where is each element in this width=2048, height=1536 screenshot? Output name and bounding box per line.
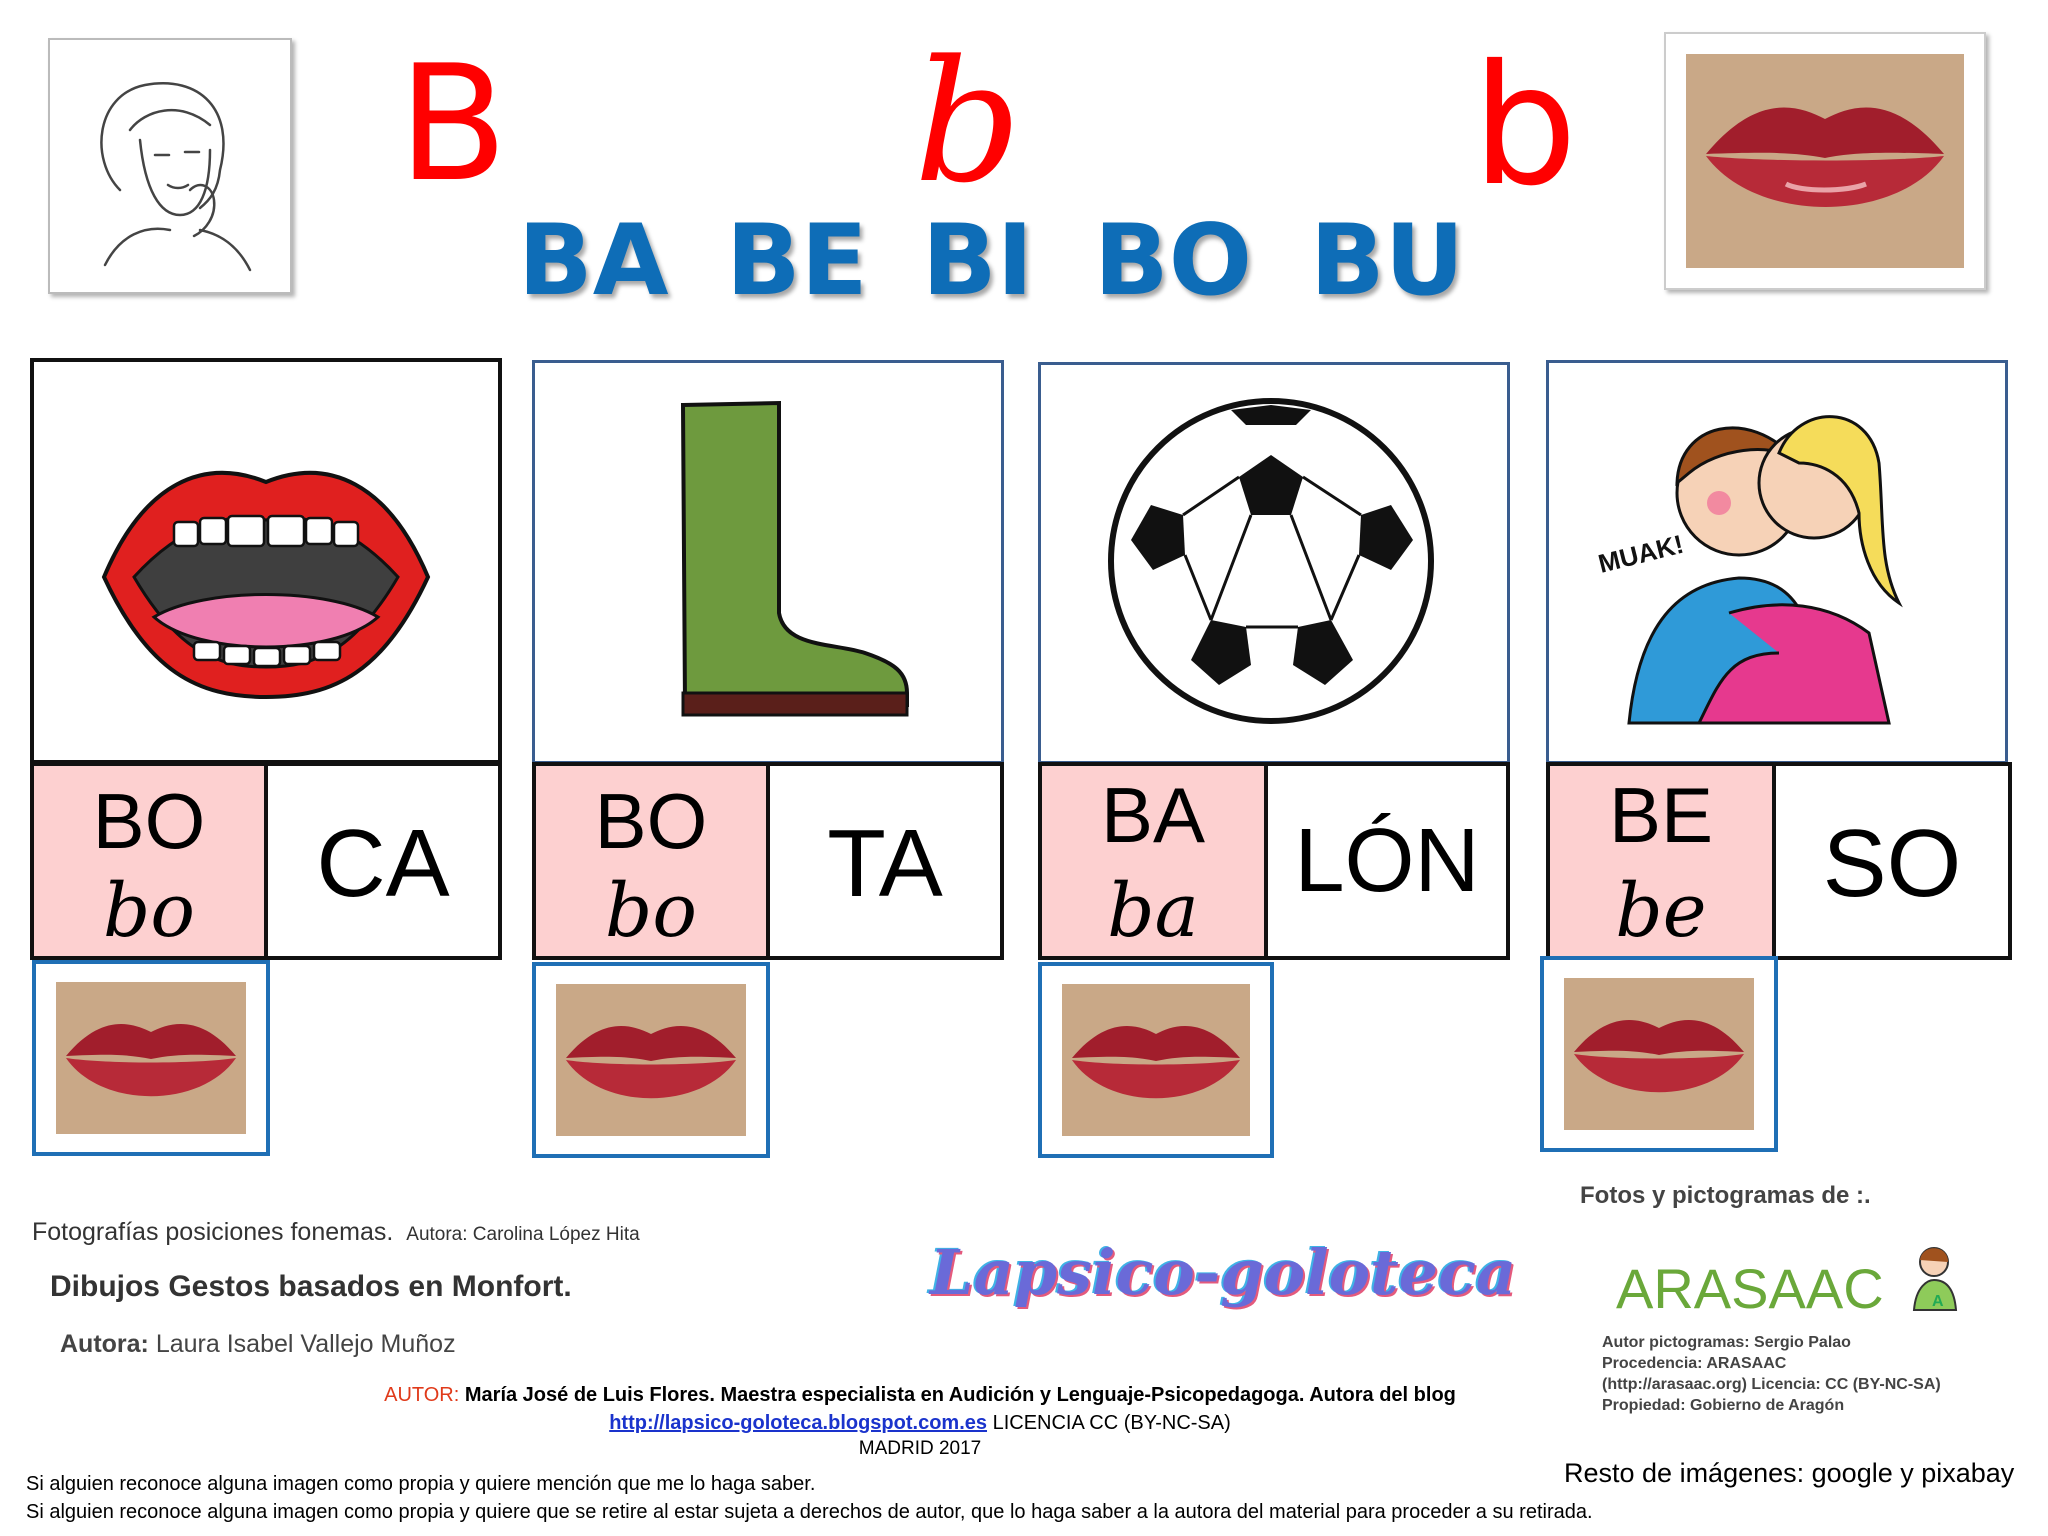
place-date: MADRID 2017 — [858, 1438, 982, 1459]
open-mouth-icon — [34, 362, 498, 760]
arasaac-detail-line: Procedencia: ARASAAC — [1602, 1355, 1787, 1372]
card-picture — [1546, 360, 2008, 764]
card-picture — [532, 360, 1004, 764]
word-ending: CA — [316, 810, 450, 917]
lips-photo-box — [1038, 962, 1274, 1158]
letter-lower: b — [1472, 30, 1578, 223]
blog-logo: Lapsico-goloteca — [930, 1236, 1517, 1309]
syllable-lower: ba — [1107, 868, 1199, 954]
gestures-author — [60, 1330, 456, 1359]
syllable-box — [532, 762, 770, 960]
author-text: María José de Luis Flores. Maestra especialista en Audición y Lenguaje-Psicopedagoga. Autora del blog — [464, 1384, 1456, 1406]
lips-photo-box — [1540, 956, 1778, 1152]
syllable-lower: be — [1615, 868, 1707, 954]
lips-icon — [1666, 34, 1984, 288]
arasaac-logo: ARASAAC — [1616, 1257, 1884, 1320]
arasaac-detail-line: Propiedad: Gobierno de Aragón — [1602, 1397, 1845, 1414]
arasaac-detail-line: (http://arasaac.org) Licencia: CC (BY-NC-SA) — [1602, 1376, 1941, 1393]
boot-icon — [535, 363, 1001, 761]
gestures-credit: Dibujos Gestos basados en Monfort. — [50, 1270, 572, 1303]
author-line — [0, 1384, 1840, 1407]
syllable-upper: BA — [1100, 771, 1206, 859]
syllable-bo: BO — [1094, 204, 1253, 318]
syllable-ba: BA — [518, 204, 669, 318]
gestures-author-label: Autora: — [60, 1330, 149, 1358]
lips-icon — [536, 966, 766, 1154]
gestures-author-name: Laura Isabel Vallejo Muñoz — [155, 1330, 456, 1358]
word-ending: LÓN — [1294, 811, 1480, 911]
photos-credit-line: Fotografías posiciones fonemas. — [32, 1218, 394, 1246]
syllable-box — [1038, 762, 1268, 960]
word-ending-box — [1772, 762, 2012, 960]
word-ending-box — [766, 762, 1004, 960]
syllable-lower: bo — [103, 868, 195, 954]
letter-upper: B — [398, 30, 508, 217]
syllable-upper: BO — [594, 777, 708, 865]
letter-cursive: b — [914, 24, 1022, 220]
lips-photo-box — [32, 960, 270, 1156]
svg-text:A: A — [1932, 1293, 1944, 1310]
word-ending: SO — [1822, 810, 1962, 917]
syllable-bu: BU — [1310, 204, 1465, 318]
pictos-title: Fotos y pictogramas de :. — [1580, 1182, 1871, 1209]
kiss-label: MUAK! — [1595, 528, 1687, 579]
notice-removal: Si alguien reconoce alguna imagen como propia y quiere que se retire al estar sujeta a derechos de autor, que lo haga saber a la autora del material para proceder a su retirada. — [26, 1501, 1593, 1523]
arasaac-mascot-icon — [1886, 1240, 1970, 1319]
kiss-icon — [1549, 363, 2005, 761]
word-ending-box — [1264, 762, 1510, 960]
lips-photo — [1664, 32, 1986, 290]
blog-line — [0, 1412, 1840, 1435]
word-ending-box — [264, 762, 502, 960]
license-text: LICENCIA CC (BY-NC-SA) — [992, 1412, 1231, 1434]
syllable-box — [30, 762, 268, 960]
syllable-box — [1546, 762, 1776, 960]
photos-credit-author: Autora: Carolina López Hita — [406, 1224, 640, 1245]
card-picture — [1038, 362, 1510, 764]
author-label: AUTOR: — [384, 1384, 460, 1406]
syllable-upper: BE — [1608, 771, 1714, 859]
lips-photo-box — [532, 962, 770, 1158]
syllable-upper: BO — [92, 777, 206, 865]
card-picture — [30, 358, 502, 764]
lips-icon — [1042, 966, 1270, 1154]
girl-touching-lips-icon — [50, 40, 290, 292]
lips-icon — [36, 964, 266, 1152]
soccer-ball-icon — [1041, 365, 1507, 761]
photos-credit — [32, 1218, 640, 1247]
syllable-be: BE — [726, 204, 868, 318]
blog-link[interactable]: http://lapsico-goloteca.blogspot.com.es — [609, 1412, 988, 1434]
arasaac-detail-line: Autor pictogramas: Sergio Palao — [1602, 1334, 1851, 1351]
notice-mention: Si alguien reconoce alguna imagen como propia y quiere mención que me lo haga saber. — [26, 1473, 816, 1495]
lips-icon — [1544, 960, 1774, 1148]
gesture-picture — [48, 38, 292, 294]
rest-images-credit: Resto de imágenes: google y pixabay — [1564, 1458, 2015, 1488]
syllable-bi: BI — [922, 204, 1034, 318]
word-ending: TA — [827, 810, 943, 917]
syllable-lower: bo — [605, 868, 697, 954]
